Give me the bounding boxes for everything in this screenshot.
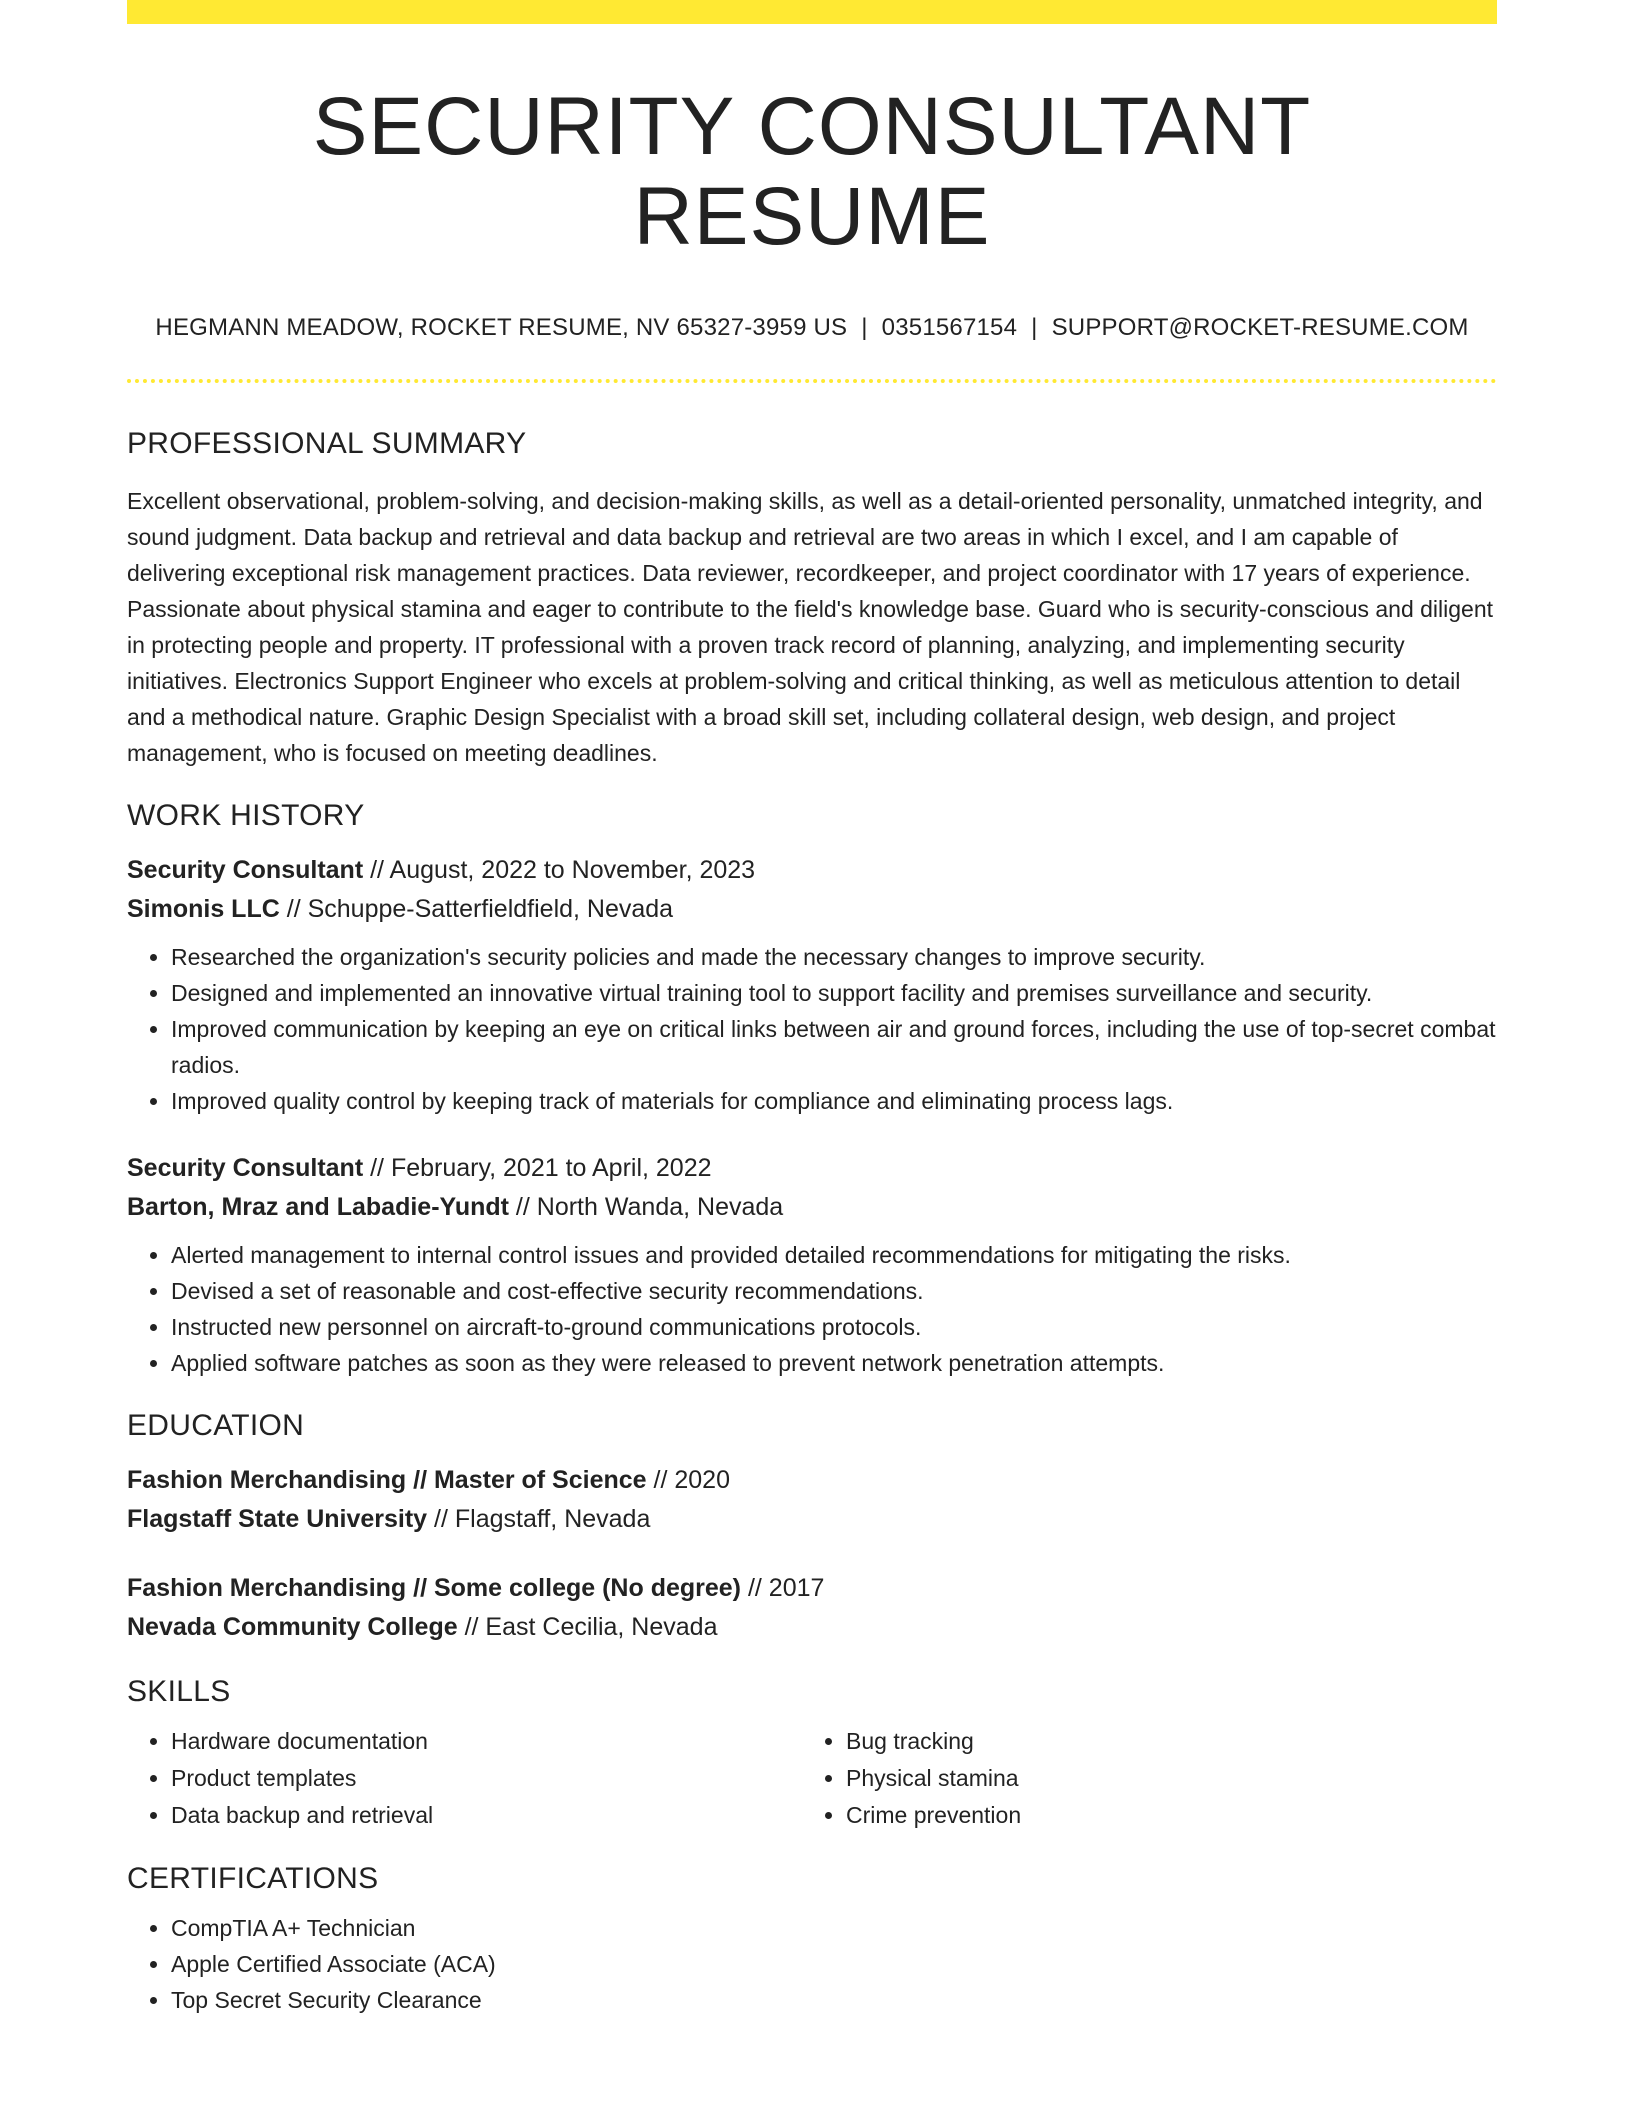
list-item: • Instructed new personnel on aircraft-to-ground communications protocols. [171,1309,1497,1345]
degree-year: // 2017 [741,1574,825,1603]
contact-separator: | [1031,314,1038,342]
degree-line [127,1569,1497,1608]
skills-section [127,1675,1497,1834]
list-item: • Alerted management to internal control issues and provided detailed recommendations for mitigating the risks. [171,1237,1497,1273]
list-item: • Bug tracking [846,1723,1477,1760]
job-bullets [127,1237,1497,1381]
education-entry [127,1569,1497,1647]
certifications-list [127,1910,1497,2018]
education-section [127,1409,1497,1647]
top-accent-bar [127,0,1497,24]
skills-column-right [802,1723,1477,1834]
section-heading-education: EDUCATION [127,1409,305,1443]
list-item: • Researched the organization's security policies and made the necessary changes to improve security. [171,939,1497,975]
job-entry [127,851,1497,1119]
list-item: • Improved quality control by keeping track of materials for compliance and eliminating process lags. [171,1083,1497,1119]
job-dates: // February, 2021 to April, 2022 [363,1154,712,1183]
section-heading-work: WORK HISTORY [127,799,365,833]
list-item: • Devised a set of reasonable and cost-effective security recommendations. [171,1273,1497,1309]
certifications-section [127,1862,1497,2018]
skills-list [802,1723,1477,1834]
list-item: • Crime prevention [846,1797,1477,1834]
section-heading-skills: SKILLS [127,1675,231,1709]
resume-page [127,0,1497,2018]
list-item: • Physical stamina [846,1760,1477,1797]
contact-line [127,314,1497,343]
list-item: • Data backup and retrieval [171,1797,802,1834]
job-bullets [127,939,1497,1119]
job-location: // North Wanda, Nevada [508,1193,784,1222]
school: Flagstaff State University [127,1505,428,1534]
summary-section [127,427,1497,771]
list-item: • CompTIA A+ Technician [171,1910,1497,1946]
contact-phone: 0351567154 [881,314,1018,342]
summary-text: Excellent observational, problem-solving, and decision-making skills, as well as a detail-oriented personality, unmatched integrity, and sound judgment. Data backup and retrieval and data backup and retrieval are two areas in which I excel, and I am capable of delivering exceptional risk management practices. Data reviewer, recordkeeper, and project coordinator with 17 years of experience. Passionate about physical stamina and eager to contribute to the field's knowledge base. Guard who is security-conscious and diligent in protecting people and property. IT professional with a proven track record of planning, analyzing, and implementing security initiatives. Electronics Support Engineer who excels at problem-solving and critical thinking, as well as meticulous attention to detail and a methodical nature. Graphic Design Specialist with a broad skill set, including collateral design, web design, and project management, who is focused on meeting deadlines. [127,488,1494,767]
school-line [127,1500,1497,1539]
job-title: Security Consultant [127,1154,364,1183]
list-item: • Hardware documentation [171,1723,802,1760]
school-line [127,1608,1497,1647]
skills-column-left [127,1723,802,1834]
school-location: // East Cecilia, Nevada [457,1613,718,1642]
school-location: // Flagstaff, Nevada [427,1505,651,1534]
dotted-divider [127,379,1497,383]
degree: Fashion Merchandising // Master of Science [127,1466,647,1495]
job-title-line [127,851,1497,890]
job-title: Security Consultant [127,856,364,885]
list-item: • Top Secret Security Clearance [171,1982,1497,2018]
section-heading-summary: PROFESSIONAL SUMMARY [127,427,527,461]
list-item: • Designed and implemented an innovative virtual training tool to support facility and premises surveillance and security. [171,975,1497,1011]
degree: Fashion Merchandising // Some college (No degree) [127,1574,742,1603]
skills-grid [127,1723,1497,1834]
job-company-line [127,890,1497,929]
job-company-line [127,1188,1497,1227]
degree-year: // 2020 [646,1466,730,1495]
job-location: // Schuppe-Satterfieldfield, Nevada [279,895,674,924]
work-history-section [127,799,1497,1381]
resume-title: SECURITY CONSULTANT RESUME [312,81,1312,263]
school: Nevada Community College [127,1613,458,1642]
degree-line [127,1461,1497,1500]
list-item: • Improved communication by keeping an eye on critical links between air and ground forces, including the use of top-secret combat radios. [171,1011,1497,1083]
contact-address: HEGMANN MEADOW, ROCKET RESUME, NV 65327-3959 US [155,314,848,342]
list-item: • Product templates [171,1760,802,1797]
job-entry [127,1149,1497,1381]
section-heading-certifications: CERTIFICATIONS [127,1862,379,1896]
job-title-line [127,1149,1497,1188]
job-company: Simonis LLC [127,895,280,924]
job-company: Barton, Mraz and Labadie-Yundt [127,1193,509,1222]
skills-list [127,1723,802,1834]
education-entry [127,1461,1497,1539]
contact-separator: | [861,314,868,342]
list-item: • Applied software patches as soon as they were released to prevent network penetration attempts. [171,1345,1497,1381]
job-dates: // August, 2022 to November, 2023 [363,856,756,885]
list-item: • Apple Certified Associate (ACA) [171,1946,1497,1982]
contact-email: SUPPORT@ROCKET-RESUME.COM [1051,314,1469,342]
